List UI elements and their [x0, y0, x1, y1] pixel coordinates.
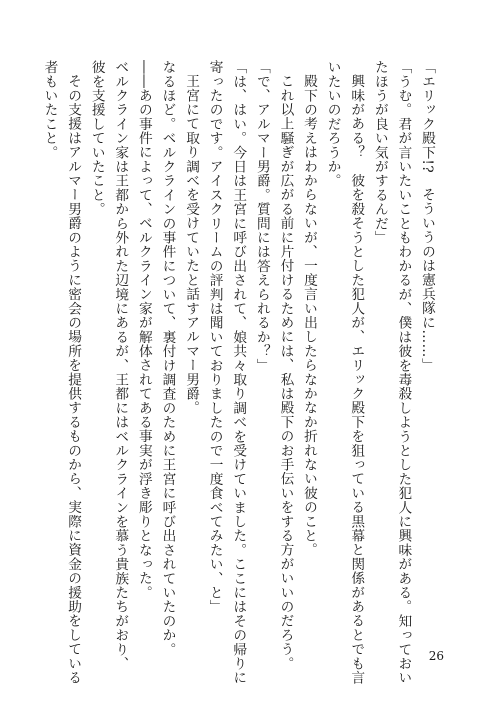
text-line: 「で、アルマー男爵。質問には答えられるか？」: [253, 60, 270, 373]
text-line: その支援はアルマー男爵のように密会の場所を提供するものから、実際に資金の援助をしている: [65, 73, 82, 685]
text-line: 王宮にて取り調べを受けていたと話すアルマー男爵。: [183, 73, 200, 415]
page-number: 26: [428, 649, 444, 663]
text-line: ベルクライン家は王都から外れた辺境にあるが、王都にはベルクラインを慕う貴族たちがおり、: [112, 60, 129, 671]
text-line: たほうが良い気がするんだ」: [371, 60, 388, 245]
text-line: いたいのだろうか。: [324, 60, 341, 188]
text-line: 者もいたこと。: [41, 60, 58, 160]
text-line: ――あの事件によって、ベルクライン家が解体されてある事実が浮き彫りとなった。: [135, 60, 152, 600]
text-line: 寄ったのです。アイスクリームの評判は聞いておりましたので一度食べてみたい、と」: [206, 60, 223, 614]
text-line: 彼を支援していたこと。: [88, 60, 105, 217]
text-line: なるほど。ベルクラインの事件について、裏付け調査のために王宮に呼び出されていたのか。: [159, 60, 176, 657]
text-line: 「は、はい。今日は王宮に呼び出されて、娘共々取り調べを受けていました。ここにはその帰りに: [230, 60, 247, 685]
text-line: 「エリック殿下!? そういうのは憲兵隊に……」: [419, 60, 435, 373]
text-line: これ以上騒ぎが広がる前に片付けるためには、私は殿下のお手伝いをする方がいいのだろう。: [277, 73, 294, 671]
text-line: 殿下の考えはわからないが、一度言い出したらなかなか折れない彼のこと。: [301, 73, 318, 557]
text-line: 興味がある？ 彼を殺そうとした犯人が、エリック殿下を狙っている黒幕と関係があるとでも言: [348, 73, 365, 685]
text-line: 「うむ。君が言いたいこともわかるが、僕は彼を毒殺しようとした犯人に興味がある。知っておい: [395, 60, 412, 685]
